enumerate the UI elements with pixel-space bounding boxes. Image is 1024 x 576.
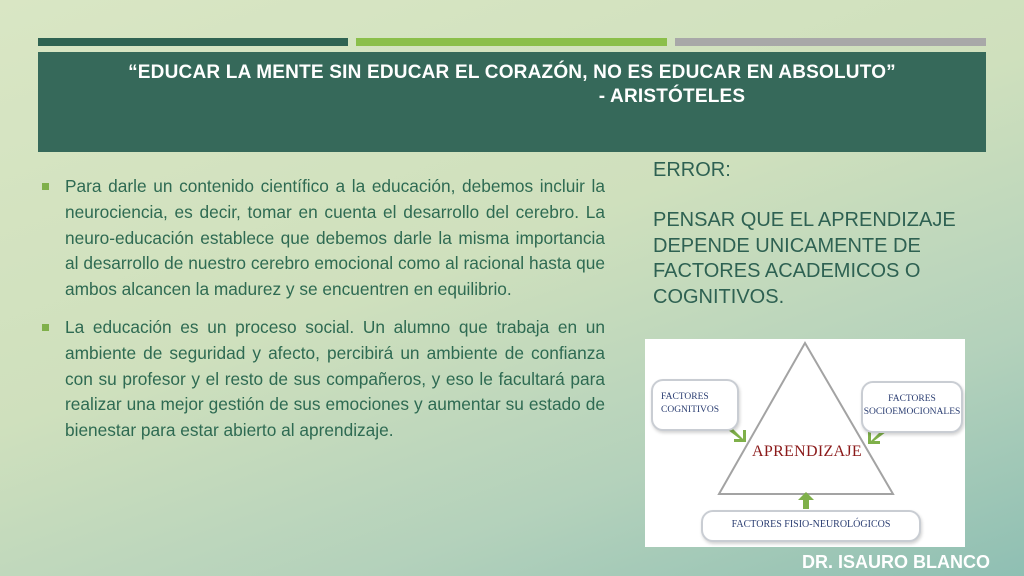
square-bullet-icon <box>42 183 49 190</box>
quote-author: - ARISTÓTELES <box>598 86 746 107</box>
square-bullet-icon <box>42 324 49 331</box>
factor-cognitive-label: FACTORES COGNITIVOS <box>661 392 720 415</box>
accent-bar-gray <box>675 38 986 46</box>
factor-fisio-label: FACTORES FISIO-NEUROLÓGICOS <box>731 519 891 530</box>
bullet-text: Para darle un contenido científico a la educación, debemos incluir la neurociencia, es decir, tomar en cuenta el desarrollo del cerebro. La neuro-educación establece que debemos darle la misma importancia al desarrollo de nuestro cerebro emocional como al racional hasta que ambos alcancen la madurez y se encuentren en equilibrio. <box>65 176 605 300</box>
author-footer: DR. ISAURO BLANCO <box>802 552 990 572</box>
bullet-text: La educación es un proceso social. Un alumno que trabaja en un ambiente de seguridad y afecto, percibirá un ambiente de confianza con su profesor y el resto de sus compañeros, y eso le facultará para realizar una mejor gestión de sus emociones y aumentar su estado de bienestar para estar abierto al aprendizaje. <box>65 316 605 441</box>
accent-bar-dark-green <box>38 38 348 46</box>
error-text: PENSAR QUE EL APRENDIZAJE DEPENDE UNICAMENTE DE FACTORES ACADEMICOS O COGNITIVOS. <box>653 208 956 309</box>
factor-socio-box <box>861 381 963 433</box>
top-accent-bars <box>38 38 986 46</box>
title-banner <box>38 52 986 152</box>
bullet-item <box>40 315 605 444</box>
bullet-item <box>40 174 605 303</box>
bullet-list <box>40 174 605 456</box>
error-callout <box>653 158 983 311</box>
error-label: ERROR: <box>653 159 731 181</box>
factor-cognitive-box <box>651 379 739 431</box>
factor-fisio-box <box>701 510 921 542</box>
learning-factors-diagram <box>645 339 965 547</box>
diagram-center-label: APRENDIZAJE <box>752 443 862 460</box>
quote-title: “EDUCAR LA MENTE SIN EDUCAR EL CORAZÓN, NO ES EDUCAR EN ABSOLUTO” <box>128 62 896 83</box>
accent-bar-light-green <box>356 38 667 46</box>
factor-socio-label: FACTORES SOCIOEMOCIONALES <box>863 394 961 417</box>
